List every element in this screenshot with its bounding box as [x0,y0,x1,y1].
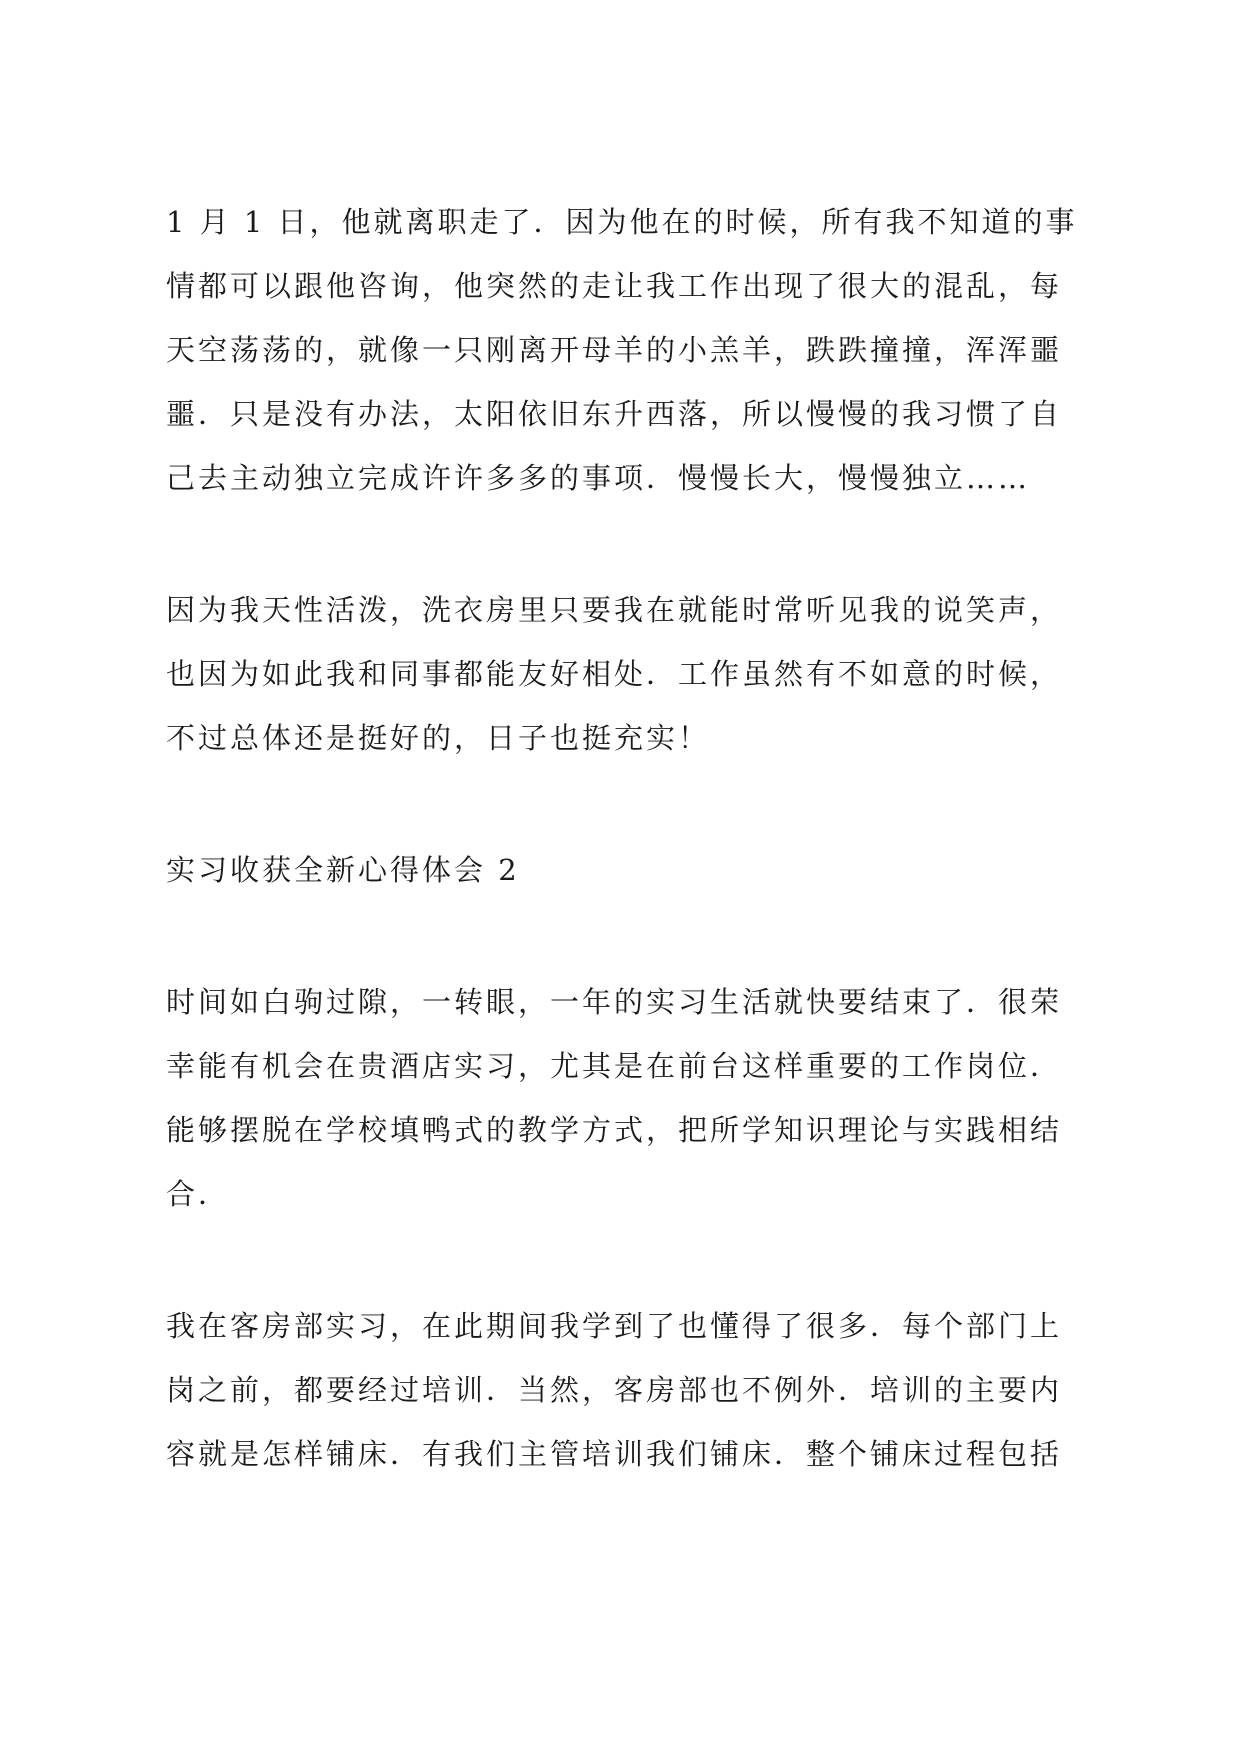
paragraph-2 [166,578,1096,770]
section-heading: 实习收获全新心得体会 2 [166,853,520,887]
paragraph-4 [166,1294,1096,1486]
text-line: 也因为如此我和同事都能友好相处．工作虽然有不如意的时候， [166,657,1063,691]
text-line: 时间如白驹过隙，一转眼，一年的实习生活就快要结束了．很荣 [166,985,1063,1019]
text-line: 能够摆脱在学校填鸭式的教学方式，把所学知识理论与实践相结 [166,1113,1063,1147]
text-line: 己去主动独立完成许许多多的事项．慢慢长大，慢慢独立…… [166,461,1031,495]
text-line: 幸能有机会在贵酒店实习，尤其是在前台这样重要的工作岗位． [166,1049,1063,1083]
paragraph-3 [166,970,1096,1226]
text-line: 因为我天性活泼，洗衣房里只要我在就能时常听见我的说笑声， [166,593,1063,627]
text-line: 不过总体还是挺好的，日子也挺充实！ [166,721,711,755]
text-line: 情都可以跟他咨询，他突然的走让我工作出现了很大的混乱，每 [166,269,1063,303]
text-line: 天空荡荡的，就像一只刚离开母羊的小羔羊，跌跌撞撞，浑浑噩 [166,333,1063,367]
text-line: 1 月 1 日，他就离职走了．因为他在的时候，所有我不知道的事 [166,205,1078,239]
text-line: 合． [166,1177,231,1211]
text-line: 我在客房部实习，在此期间我学到了也懂得了很多．每个部门上 [166,1309,1063,1343]
document-body [166,190,1096,1554]
text-line: 噩．只是没有办法，太阳依旧东升西落，所以慢慢的我习惯了自 [166,397,1063,431]
text-line: 岗之前，都要经过培训．当然，客房部也不例外．培训的主要内 [166,1373,1063,1407]
paragraph-1 [166,190,1096,510]
text-line: 容就是怎样铺床．有我们主管培训我们铺床．整个铺床过程包括 [166,1437,1063,1471]
